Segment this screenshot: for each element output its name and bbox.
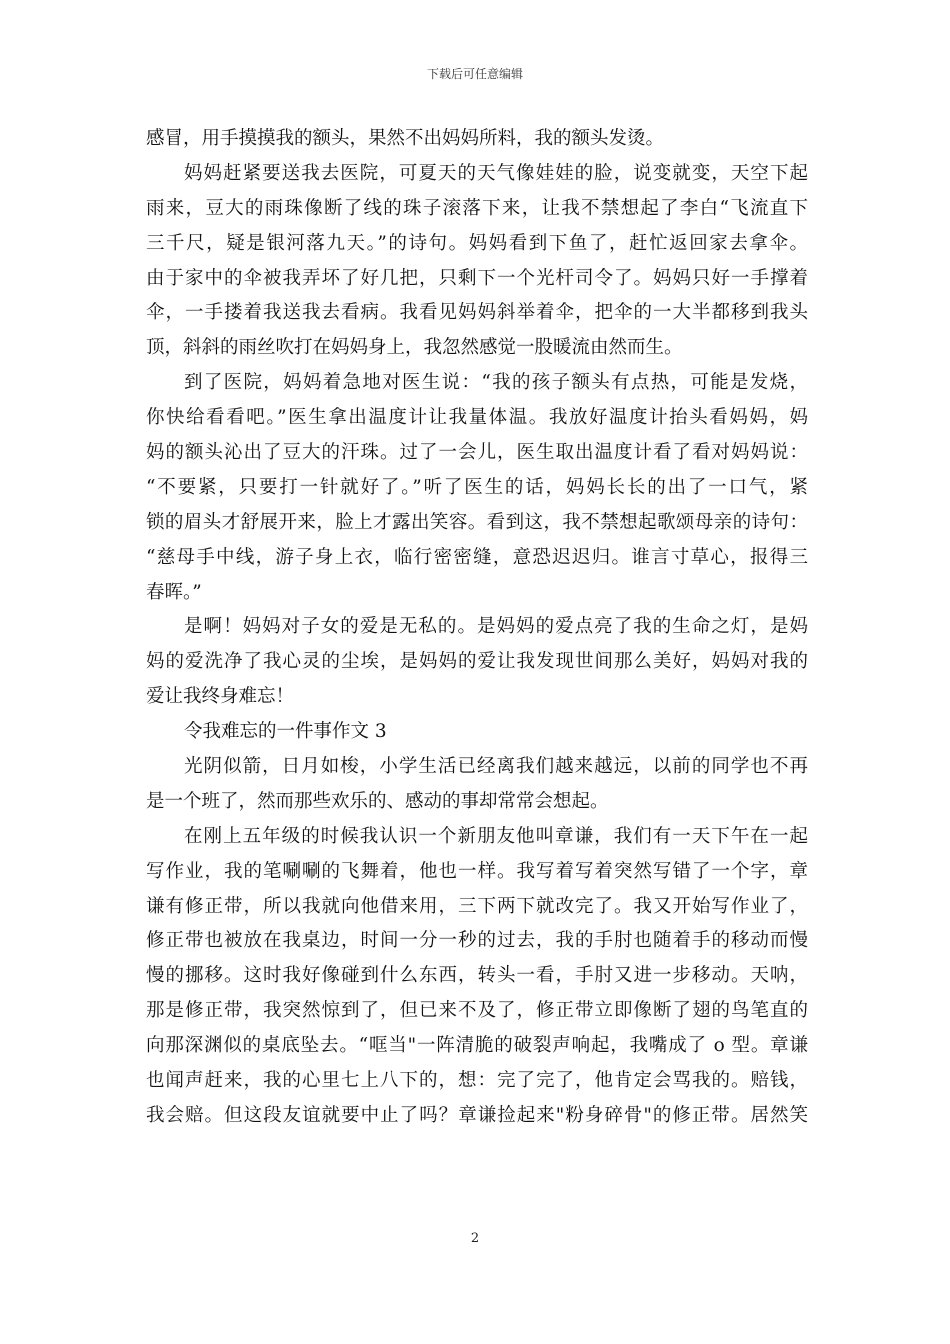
- text-line: 妈的额头沁出了豆大的汗珠。过了一会儿，医生取出温度计看了看对妈妈说：: [146, 442, 808, 464]
- text-line: 是啊！妈妈对子女的爱是无私的。是妈妈的爱点亮了我的生命之灯，是妈: [184, 616, 808, 638]
- text-line: 那是修正带，我突然惊到了，但已来不及了，修正带立即像断了翅的鸟笔直的: [146, 1000, 808, 1022]
- text-line: 三千尺，疑是银河落九天。”的诗句。妈妈看到下鱼了，赶忙返回家去拿伞。: [146, 232, 808, 254]
- text-line: 春晖。”: [146, 581, 202, 603]
- text-line: 你快给看看吧。”医生拿出温度计让我量体温。我放好温度计抬头看妈妈，妈: [146, 407, 808, 429]
- text-line: 妈妈赶紧要送我去医院，可夏天的天气像娃娃的脸，说变就变，天空下起: [184, 162, 808, 184]
- text-line: 由于家中的伞被我弄坏了好几把，只剩下一个光杆司令了。妈妈只好一手撑着: [146, 267, 808, 289]
- text-line: 伞，一手搂着我送我去看病。我看见妈妈斜举着伞，把伞的一大半都移到我头: [146, 302, 808, 324]
- text-line: 是一个班了，然而那些欢乐的、感动的事却常常会想起。: [146, 790, 609, 812]
- text-line: 在刚上五年级的时候我认识一个新朋友他叫章谦，我们有一天下午在一起: [184, 825, 808, 847]
- text-line: 谦有修正带，所以我就向他借来用，三下两下就改完了。我又开始写作业了，: [146, 895, 808, 917]
- essay-body: [146, 122, 808, 1134]
- text-line: 到了医院，妈妈着急地对医生说：“我的孩子额头有点热，可能是发烧，: [184, 372, 808, 394]
- text-line: “不要紧，只要打一针就好了。”听了医生的话，妈妈长长的出了一口气，紧: [146, 476, 808, 498]
- text-line: 也闻声赶来，我的心里七上八下的，想：完了完了，他肯定会骂我的。赔钱，: [146, 1070, 808, 1092]
- text-line: 修正带也被放在我桌边，时间一分一秒的过去，我的手肘也随着手的移动而慢: [146, 930, 808, 952]
- text-line: 雨来，豆大的雨珠像断了线的珠子滚落下来，让我不禁想起了李白“飞流直下: [146, 197, 808, 219]
- text-line: 锁的眉头才舒展开来，脸上才露出笑容。看到这，我不禁想起歌颂母亲的诗句：: [146, 511, 808, 533]
- text-line: 爱让我终身难忘！: [146, 686, 295, 708]
- text-line: 慢的挪移。这时我好像碰到什么东西，转头一看，手肘又进一步移动。天呐，: [146, 965, 808, 987]
- text-line: 顶，斜斜的雨丝吹打在妈妈身上，我忽然感觉一股暖流由然而生。: [146, 337, 683, 359]
- text-line: 令我难忘的一件事作文 3: [184, 721, 387, 743]
- text-line: “慈母手中线，游子身上衣，临行密密缝，意恐迟迟归。谁言寸草心，报得三: [146, 546, 808, 568]
- text-line: 妈的爱洗净了我心灵的尘埃，是妈妈的爱让我发现世间那么美好，妈妈对我的: [146, 651, 808, 673]
- page-number: 2: [470, 1231, 480, 1246]
- text-line: 向那深渊似的桌底坠去。“哐当"一阵清脆的破裂声响起，我嘴成了 o 型。章谦: [146, 1035, 808, 1057]
- page-header: 下载后可任意编辑: [426, 67, 523, 81]
- text-line: 感冒，用手摸摸我的额头，果然不出妈妈所料，我的额头发烫。: [146, 128, 665, 149]
- text-line: 我会赔。但这段友谊就要中止了吗？章谦捡起来"粉身碎骨"的修正带。居然笑: [146, 1104, 808, 1126]
- text-line: 光阴似箭，日月如梭，小学生活已经离我们越来越远，以前的同学也不再: [184, 756, 808, 778]
- text-line: 写作业，我的笔唰唰的飞舞着，他也一样。我写着写着突然写错了一个字，章: [146, 860, 808, 882]
